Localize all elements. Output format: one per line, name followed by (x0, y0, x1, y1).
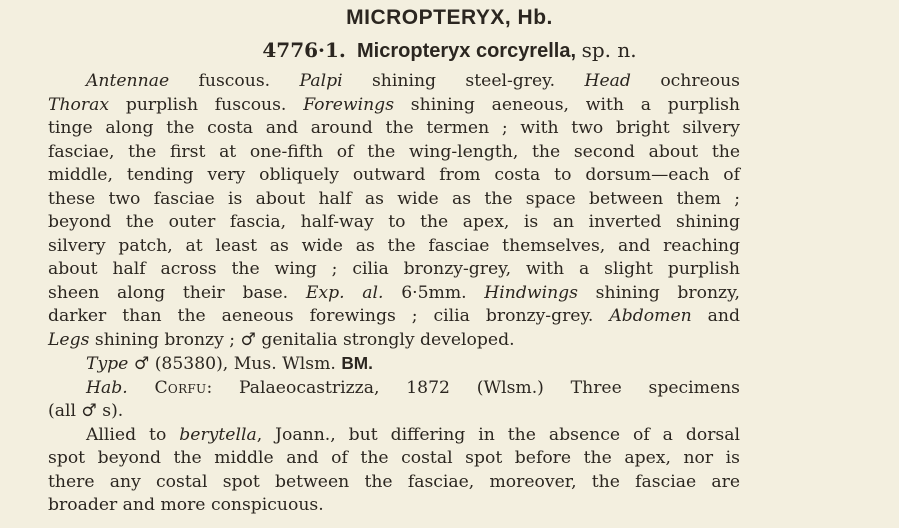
description-line: about half across the wing ; cilia bronzy-grey, with a slight purplish (48, 259, 740, 279)
hab-label: Hab. (86, 377, 128, 398)
allied-line: broader and more conspicuous. (48, 495, 324, 515)
description-line: Antennae fuscous. Palpi shining steel-grey. Head ochreous (86, 71, 740, 91)
description-line: silvery patch, at least as wide as the fasciae themselves, and reaching (48, 235, 740, 256)
hab-line-2: (all ♂ s). (48, 401, 124, 421)
hab-line-1 (48, 377, 740, 401)
description-line: beyond the outer fascia, half-way to the apex, is an inverted shining (48, 212, 740, 232)
description-line: sheen along their base. Exp. al. 6·5mm. Hindwings shining bronzy, (48, 282, 740, 303)
description-line: fasciae, the first at one-fifth of the wing-length, the second about the (48, 141, 740, 162)
description-line: Thorax purplish fuscous. Forewings shining aeneous, with a purplish (48, 94, 740, 115)
species-number: 4776·1. (262, 38, 346, 62)
type-line (48, 352, 740, 377)
description-line: middle, tending very obliquely outward from costa to dorsum—each of (48, 165, 740, 185)
description-line: darker than the aeneous forewings ; cilia bronzy-grey. Abdomen and (48, 306, 740, 326)
genus-heading: MICROPTERYX, Hb. (346, 6, 553, 29)
allied-line: Allied to berytella, Joann., but differing in the absence of a dorsal (86, 424, 740, 445)
description-line: tinge along the costa and around the termen ; with two bright silvery (48, 118, 740, 138)
species-status: sp. n. (581, 38, 637, 62)
species-name: Micropteryx corcyrella, (357, 40, 577, 62)
hab-line1-text: : Palaeocastrizza, 1872 (Wlsm.) Three specimens (206, 377, 740, 398)
description-paragraph (48, 70, 740, 352)
museum-abbrev: BM. (341, 353, 373, 373)
type-label: Type (86, 354, 129, 374)
allied-paragraph (48, 424, 740, 518)
species-description (48, 70, 740, 518)
hab-locality: Corfu (154, 377, 207, 398)
species-heading (0, 38, 899, 63)
allied-line: there any costal spot between the fasciae, moreover, the fasciae are (48, 471, 740, 492)
allied-line: spot beyond the middle and of the costal spot before the apex, nor is (48, 448, 740, 468)
type-text: ♂ (85380), Mus. Wlsm. (133, 354, 336, 374)
description-line: Legs shining bronzy ; ♂ genitalia strongly developed. (48, 329, 515, 350)
description-line: these two fasciae is about half as wide as the space between them ; (48, 188, 740, 209)
